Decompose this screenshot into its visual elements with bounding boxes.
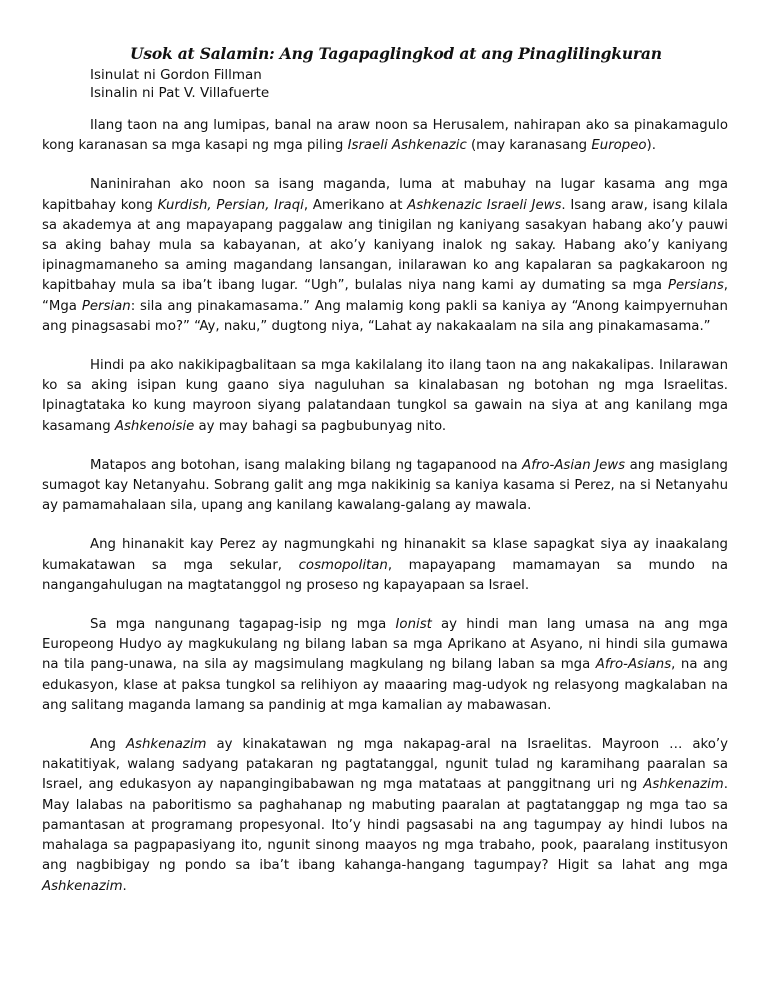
italic-term: cosmopolitan xyxy=(298,557,388,573)
paragraph-text: ang masiglang sumagot kay Netanyahu. Sobrang galit ang mga nakikinig sa kaniya kasama si Perez, na si Netanyahu ay pamamahalaan sila, upang ang kanilang kawalang-galang ay mawala. xyxy=(42,457,728,514)
paragraph-text: ay may bahagi sa pagbubunyag nito. xyxy=(194,418,447,434)
italic-term: Ashkenazim xyxy=(643,777,724,793)
italic-term: Afro-Asians xyxy=(595,657,672,673)
paragraph-text: . Isang araw, isang kilala sa akademya at ang mapayapang paggalaw ang tinigilan ng kaniyang sasakyan habang ako’y pauwi sa aking bahay mula sa kabayanan, at ako’y kaniyang inalok ng sakay. Habang ako’y kaniyang ipinagmamaneho sa aming magandang lansangan, inilarawan ko ang kapalaran sa pagkakaroon ng kapitbahay mula sa iba’t ibang lugar. “Ugh”, bulalas niya nang kami ay dumating sa mga xyxy=(42,197,728,294)
paragraph xyxy=(42,116,728,156)
paragraph-text: , “Mga xyxy=(42,278,728,314)
italic-term: Europeo xyxy=(591,138,647,154)
document-title: Usok at Salamin: Ang Tagapaglingkod at ang Pinaglilingkuran xyxy=(130,44,662,63)
italic-term: Ashkenazim xyxy=(125,737,207,753)
paragraph-text: (may karanasang xyxy=(466,138,592,154)
translator-line: Isinalin ni Pat V. Villafuerte xyxy=(90,85,270,101)
paragraph xyxy=(42,615,728,716)
byline xyxy=(90,66,269,102)
paragraph-text: Ang hinanakit kay Perez ay nagmungkahi ng hinanakit sa klase sapagkat siya ay inaakalang kumakatawan sa mga sekular, xyxy=(42,537,728,573)
paragraph-text: , mapayapang mamamayan sa mundo na nangangahulugan na magtatanggol ng proseso ng kapayapaan sa Israel. xyxy=(42,557,728,593)
paragraph-text: Matapos ang botohan, isang malaking bilang ng tagapanood na xyxy=(90,457,523,473)
paragraph-text: Sa mga nangunang tagapag-isip ng mga xyxy=(90,617,396,633)
paragraph xyxy=(42,735,728,897)
italic-term: Israeli Ashkenazic xyxy=(347,138,467,154)
paragraph-text: . May lalabas na paboritismo sa paghahanap ng mabuting paaralan at pagtatanggap ng mga tao sa pamantasan at programang propesyonal. Ito’y hindi pagsasabi na ang tagumpay ay hindi lubos na mahalaga sa pagpapasiyang ito, ngunit sinong maayos ng mga trabaho, pook, paaralang institusyon ang nagbibigay ng pondo sa iba’t ibang kahanga-hangang tagumpay? Higit sa lahat ang mga xyxy=(42,777,728,874)
document-body xyxy=(42,116,728,916)
paragraph-text: ay kinakatawan ng mga nakapag-aral na Israelitas. Mayroon … ako’y nakatitiyak, walang sadyang patakaran ng pagtatanggal, ngunit tulad ng karamihang paaralan sa Israel, ang edukasyon ay napangingibabawan ng mga matataas at panggitnang uri ng xyxy=(42,737,728,793)
paragraph-text: : sila ang pinakamasama.” Ang malamig kong pakli sa kaniya ay “Anong kaimpyernuhan ang pinagsasabi mo?” “Ay, naku,” dugtong niya, “Lahat ay nakakaalam na sila ang pinakamasama.” xyxy=(42,298,728,334)
paragraph xyxy=(42,356,728,437)
italic-term: Kurdish, Persian, Iraqi xyxy=(157,197,304,213)
paragraph-text: Ilang taon na ang lumipas, banal na araw noon sa Herusalem, nahirapan ako sa pinakamagulo kong karanasan sa mga kasapi ng mga piling xyxy=(42,118,728,154)
italic-term: Persians xyxy=(667,278,724,294)
paragraph xyxy=(42,175,728,337)
italic-term: Afro-Asian Jews xyxy=(522,457,626,473)
paragraph xyxy=(42,535,728,596)
paragraph-text: ay hindi man lang umasa na ang mga Europeong Hudyo ay magkukulang ng bilang laban sa mga Aprikano at Asyano, ni hindi sila gumawa na tila pang-unawa, na sila ay magsimulang magkulang ng bilang laban sa mga xyxy=(42,617,729,673)
paragraph xyxy=(42,456,728,517)
paragraph-text: , Amerikano at xyxy=(303,197,408,213)
author-line: Isinulat ni Gordon Fillman xyxy=(90,67,262,83)
italic-term: Ashkenazim xyxy=(42,878,123,894)
paragraph-text: Hindi pa ako nakikipagbalitaan sa mga kakilalang ito ilang taon na ang nakakalipas. Inilarawan ko sa aking isipan kung gaano siya naguluhan sa kinalabasan ng botohan ng mga Israelitas. Ipinagtataka ko kung mayroon siyang palatandaan tungkol sa gawain na siya at ang kanilang mga kasamang xyxy=(42,358,728,434)
paragraph-text: . xyxy=(122,878,127,894)
paragraph-text: ). xyxy=(646,138,656,154)
paragraph-text: Ang xyxy=(90,737,126,753)
italic-term: Ashkenazic Israeli Jews xyxy=(407,197,562,213)
paragraph-text: Naninirahan ako noon sa isang maganda, luma at mabuhay na lugar kasama ang mga kapitbahay kong xyxy=(42,177,728,213)
italic-term: Ashkenoisie xyxy=(114,418,195,434)
italic-term: Persian xyxy=(81,298,131,314)
italic-term: Ionist xyxy=(395,617,432,633)
paragraph-text: , na ang edukasyon, klase at paksa tungkol sa relihiyon ay maaaring mag-udyok ng relasyong magkalaban na ang salitang maganda lamang sa pandinig at mga kamalian ay mabawasan. xyxy=(42,657,728,713)
